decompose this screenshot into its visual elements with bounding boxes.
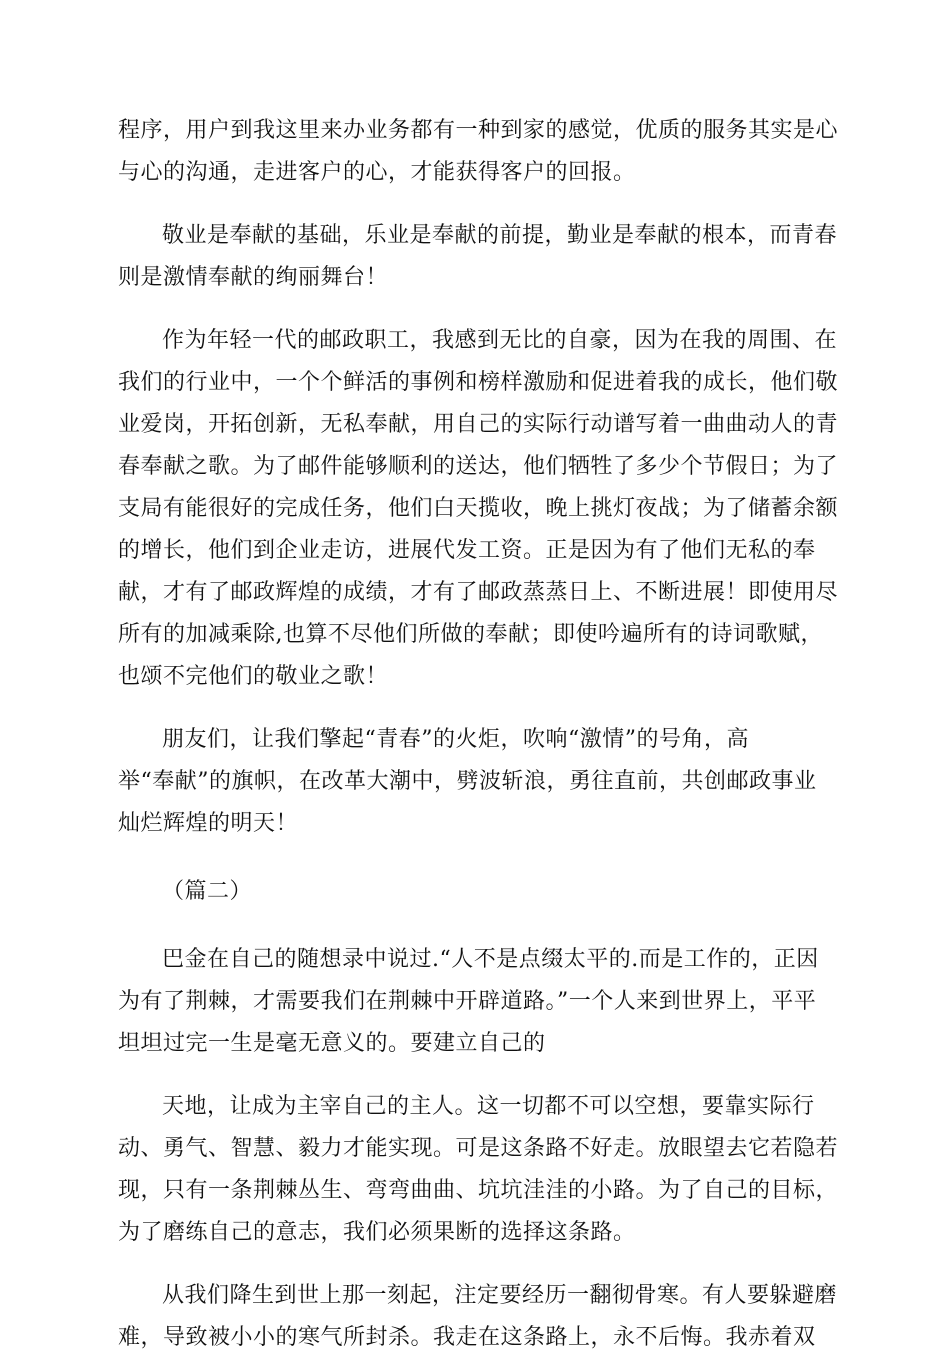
paragraph-birth [118, 1275, 838, 1359]
text-line: 也颂不完他们的敬业之歌！ [118, 664, 389, 689]
text-line: 天地，让成为主宰自己的主人。这一切都不可以空想，要靠实际行 [162, 1094, 815, 1119]
text-line: 朋友们，让我们擎起“青春”的火炬，吹响“激情”的号角，高 [162, 727, 749, 752]
text-line: 支局有能很好的完成任务，他们白天揽收，晚上挑灯夜战；为了储蓄余额 [118, 496, 839, 521]
heading-text: （篇二） [162, 879, 253, 904]
text-line: 现，只有一条荆棘丛生、弯弯曲曲、坑坑洼洼的小路。为了自己的目标， [118, 1178, 839, 1203]
text-line: 业爱岗，开拓创新，无私奉献，用自己的实际行动谱写着一曲曲动人的青 [118, 412, 839, 437]
document-page [118, 110, 838, 1359]
text-line: 的增长，他们到企业走访，进展代发工资。正是因为有了他们无私的奉 [118, 538, 816, 563]
text-line: 难，导致被小小的寒气所封杀。我走在这条路上，永不后悔。我赤着双 [118, 1325, 816, 1350]
text-line: 从我们降生到世上那一刻起，注定要经历一翻彻骨寒。有人要躲避磨 [162, 1283, 838, 1308]
paragraph-service [118, 110, 838, 194]
text-line: 敬业是奉献的基础，乐业是奉献的前提，勤业是奉献的根本，而青春 [162, 223, 838, 248]
paragraph-path [118, 1086, 838, 1254]
text-line: 则是激情奉献的绚丽舞台！ [118, 265, 389, 290]
text-line: 与心的沟通，走进客户的心，才能获得客户的回报。 [118, 160, 636, 185]
text-line: 作为年轻一代的邮政职工，我感到无比的自豪，因为在我的周围、在 [162, 328, 838, 353]
text-line: 献，才有了邮政辉煌的成绩，才有了邮政蒸蒸日上、不断进展！即使用尽 [118, 580, 839, 605]
text-line: 坦坦过完一生是毫无意义的。要建立自己的 [118, 1031, 546, 1056]
text-line: 为了磨练自己的意志，我们必须果断的选择这条路。 [118, 1220, 636, 1245]
paragraph-young-workers [118, 320, 838, 698]
text-line: 我们的行业中，一个个鲜活的事例和榜样激励和促进着我的成长，他们敬 [118, 370, 839, 395]
text-line: 春奉献之歌。为了邮件能够顺利的送达，他们牺牲了多少个节假日；为了 [118, 454, 839, 479]
text-line: 动、勇气、智慧、毅力才能实现。可是这条路不好走。放眼望去它若隐若 [118, 1136, 839, 1161]
paragraph-dedication [118, 215, 838, 299]
paragraph-friends [118, 719, 838, 845]
text-line: 举“奉献”的旗帜，在改革大潮中，劈波斩浪，勇往直前，共创邮政事业 [118, 769, 817, 794]
text-line: 所有的加减乘除,也算不尽他们所做的奉献；即使吟遍所有的诗词歌赋， [118, 622, 823, 647]
text-line: 巴金在自己的随想录中说过.“人不是点缀太平的.而是工作的，正因 [162, 947, 819, 972]
text-line: 为有了荆棘，才需要我们在荆棘中开辟道路。”一个人来到世界上，平平 [118, 989, 817, 1014]
section-heading [118, 871, 838, 913]
paragraph-bajin [118, 939, 838, 1065]
text-line: 程序，用户到我这里来办业务都有一种到家的感觉，优质的服务其实是心 [118, 118, 839, 143]
text-line: 灿烂辉煌的明天！ [118, 811, 299, 836]
